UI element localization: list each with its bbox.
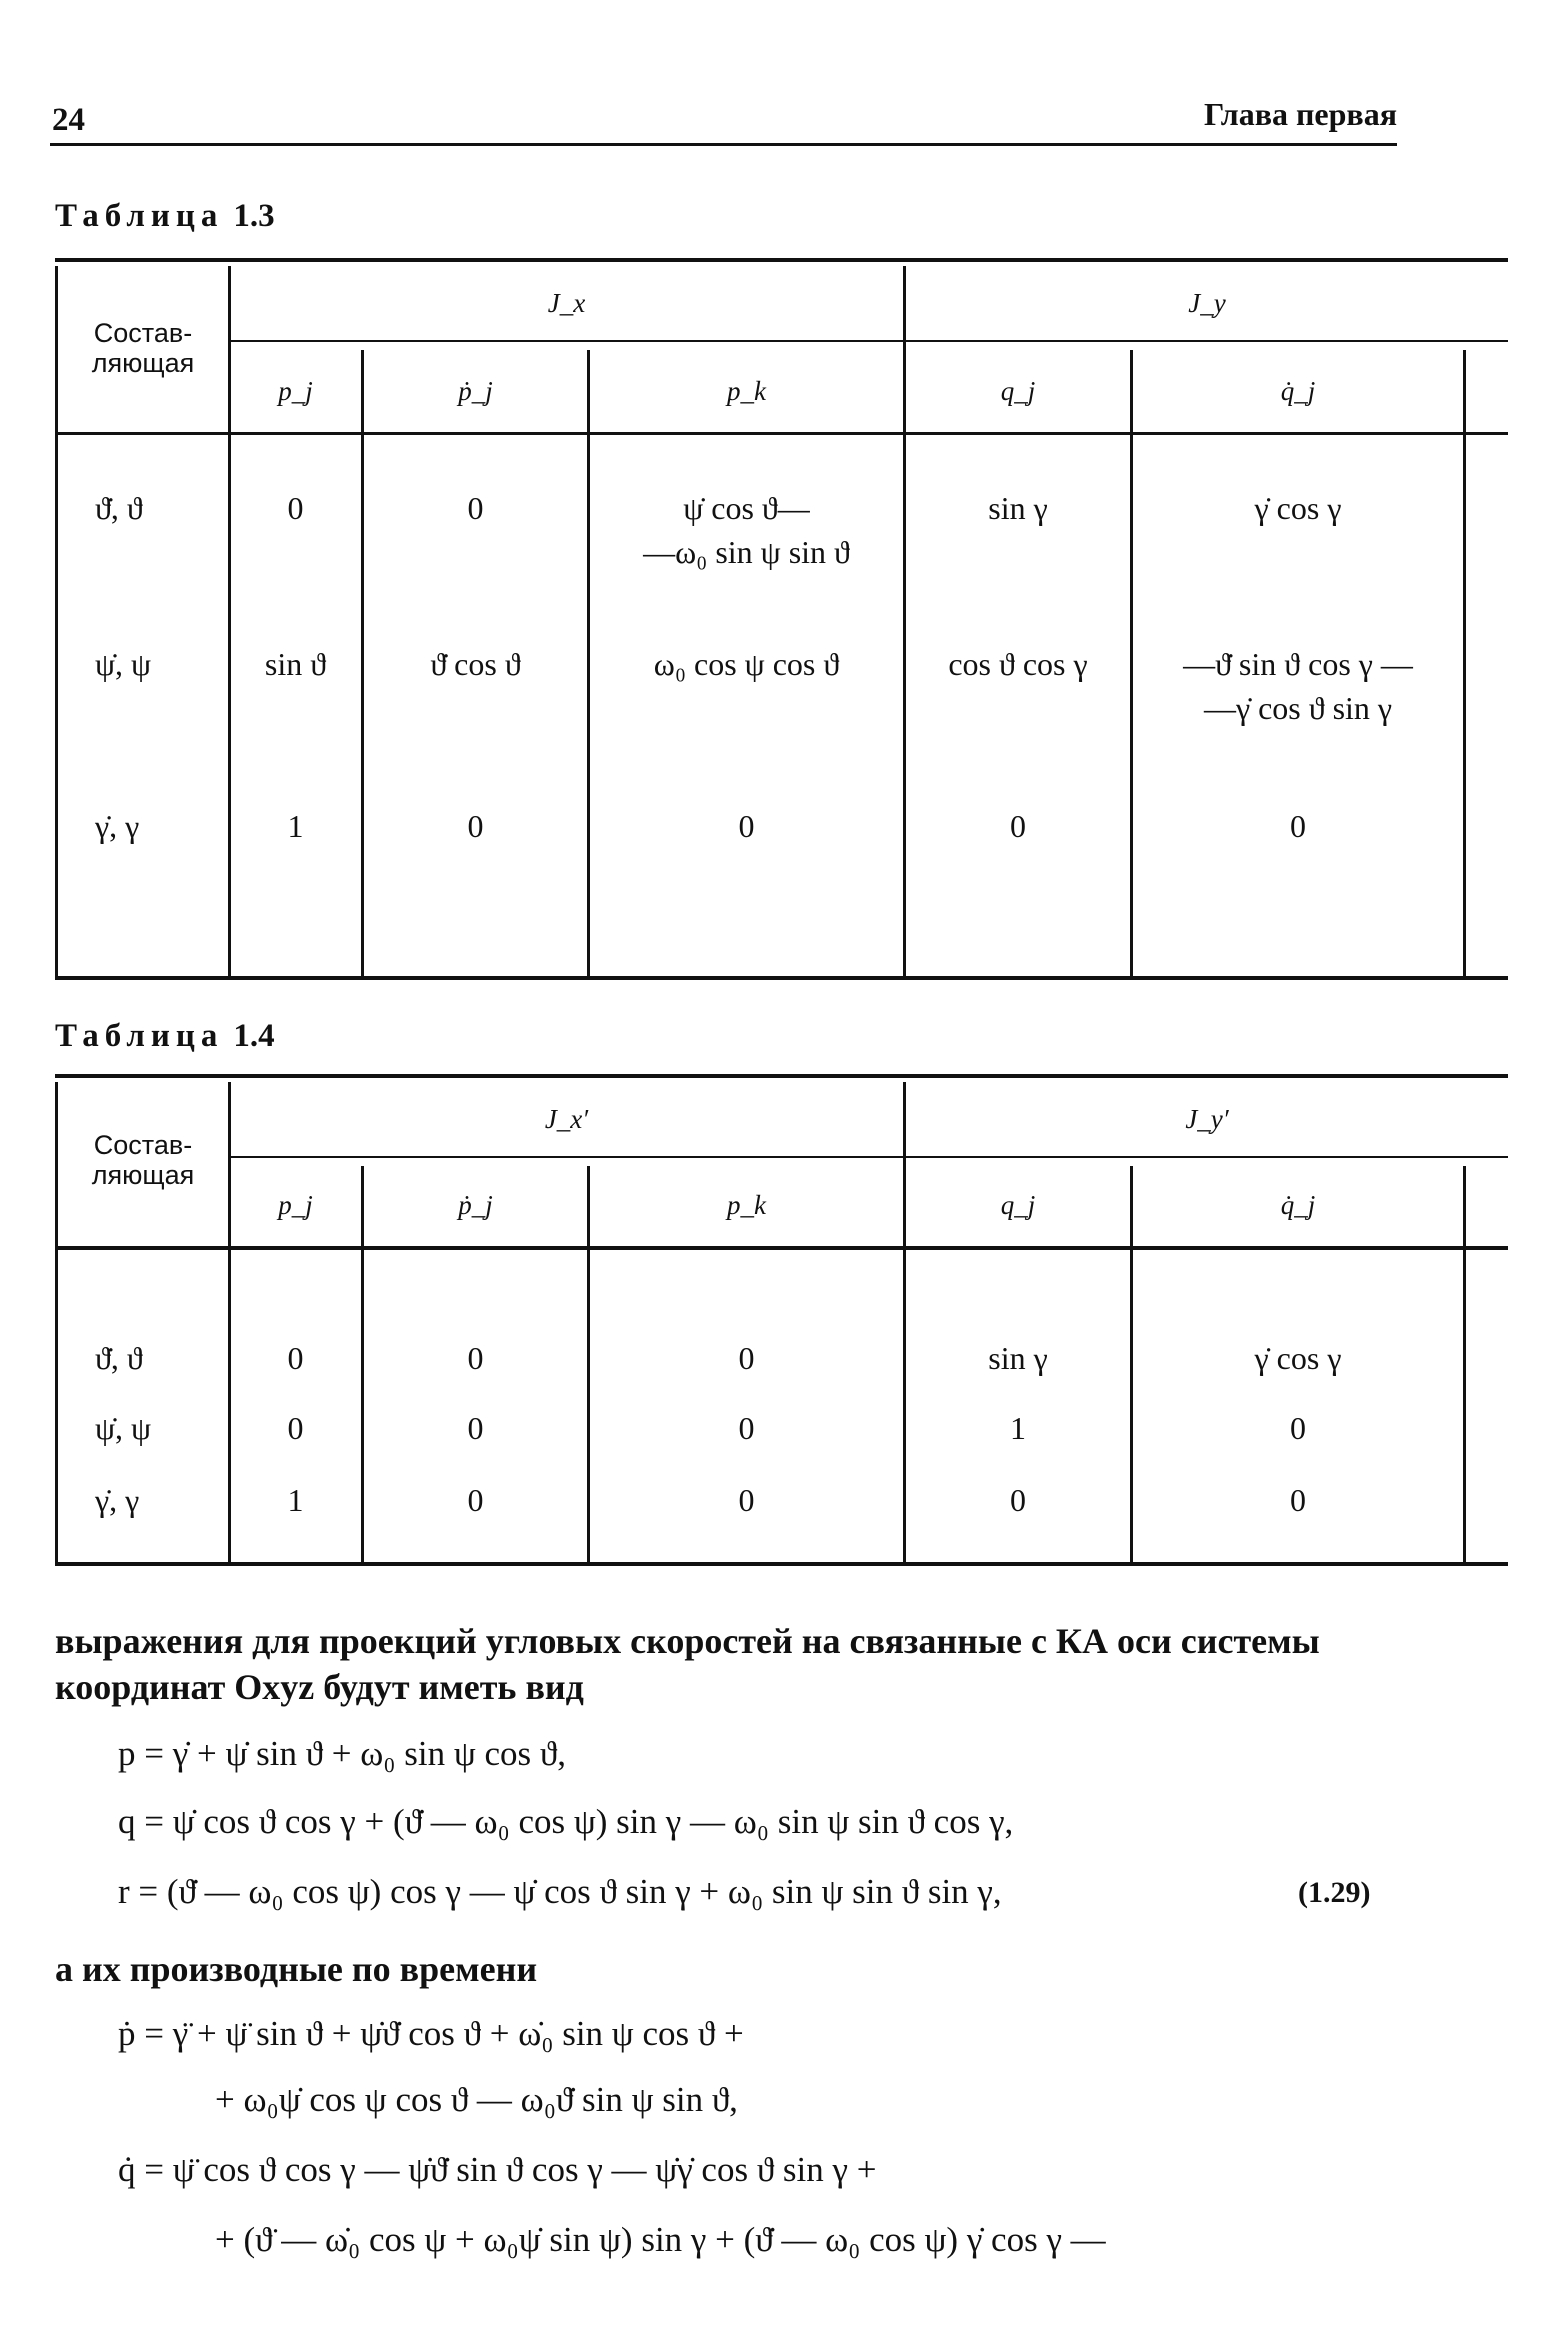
row-component: ϑ̇, ϑ bbox=[95, 1340, 143, 1376]
col-header: ṗ_j bbox=[458, 1190, 493, 1220]
table-top-rule bbox=[55, 1074, 1508, 1078]
column-divider bbox=[903, 266, 906, 976]
chapter-title: Глава первая bbox=[1203, 96, 1397, 132]
table-1-4-caption bbox=[55, 1018, 275, 1055]
equation-q: q = ψ̇ cos ϑ cos γ + (ϑ̇ — ω₀ cos ψ) sin γ — ω₀ sin ψ sin ϑ cos γ, bbox=[118, 1802, 1014, 1841]
table-cell: ω₀ cos ψ cos ϑ bbox=[653, 646, 840, 682]
table-cell: 0 bbox=[738, 1410, 755, 1446]
table-cell: 0 bbox=[467, 490, 484, 526]
col-header: p_k bbox=[727, 1190, 766, 1220]
page-number: 24 bbox=[52, 102, 85, 138]
col-header: q_j bbox=[1000, 1190, 1036, 1220]
table-cell: sin ϑ bbox=[264, 646, 327, 682]
table-cell: 0 bbox=[1290, 808, 1306, 844]
table-cell: sin γ bbox=[988, 490, 1048, 526]
table-top-rule bbox=[55, 258, 1508, 262]
table-cell: sin γ bbox=[988, 1340, 1048, 1376]
table-left-border bbox=[55, 1082, 58, 1562]
col-header: ṗ_j bbox=[458, 376, 493, 406]
table-bottom-rule bbox=[55, 1562, 1508, 1566]
caption-word: Таблица bbox=[55, 198, 224, 234]
group-rule bbox=[230, 340, 1508, 342]
group-header-jx: J_x bbox=[547, 288, 586, 318]
equation-qdot-line2: + (ϑ̈ — ω̇₀ cos ψ + ω₀ψ̇ sin ψ) sin γ + (ϑ̇ — ω₀ cos ψ) γ̇ cos γ — bbox=[215, 2220, 1106, 2259]
table-cell: 0 bbox=[1290, 1410, 1306, 1446]
col-header: q̇_j bbox=[1280, 1190, 1316, 1220]
col-header: p_j bbox=[278, 376, 313, 406]
derivatives-intro: а их производные по времени bbox=[55, 1949, 538, 1989]
table-cell: ϑ̇ cos ϑ bbox=[430, 646, 521, 682]
table-left-border bbox=[55, 266, 58, 976]
row-component: γ̇, γ bbox=[95, 808, 140, 844]
table-1-3 bbox=[55, 258, 1508, 980]
table-cell: 0 bbox=[287, 1410, 304, 1446]
table-cell: 0 bbox=[467, 1410, 484, 1446]
table-cell: 0 bbox=[1010, 808, 1026, 844]
group-rule bbox=[230, 1156, 1508, 1158]
table-1-3-caption bbox=[55, 198, 275, 235]
table-cell: 1 bbox=[287, 1482, 304, 1518]
col-header: p_k bbox=[727, 376, 766, 406]
table-cell: γ̇ cos γ bbox=[1254, 1340, 1342, 1376]
col-header: p_j bbox=[278, 1190, 313, 1220]
caption-word: Таблица bbox=[55, 1018, 224, 1054]
table-cell: 0 bbox=[1010, 1482, 1026, 1518]
table-1-4 bbox=[55, 1074, 1508, 1566]
table-cell: 0 bbox=[467, 1340, 484, 1376]
table-cell: 0 bbox=[738, 1482, 755, 1518]
table-cell: —ϑ̇ sin ϑ cos γ — —γ̇ cos ϑ sin γ bbox=[1183, 646, 1413, 726]
column-divider bbox=[1463, 350, 1466, 976]
table-cell: γ̇ cos γ bbox=[1254, 490, 1342, 526]
table-cell: 0 bbox=[1290, 1482, 1306, 1518]
table-bottom-rule bbox=[55, 976, 1508, 980]
group-header-jy: J_y bbox=[1188, 288, 1226, 318]
row-component: ϑ̇, ϑ bbox=[95, 490, 143, 526]
component-header: Состав- ляющая bbox=[91, 318, 195, 378]
column-divider bbox=[1463, 1166, 1466, 1562]
table-cell: ψ̇ cos ϑ— —ω₀ sin ψ sin ϑ bbox=[643, 490, 850, 570]
caption-number: 1.3 bbox=[233, 198, 275, 234]
table-cell: 1 bbox=[287, 808, 304, 844]
table-cell: cos ϑ cos γ bbox=[948, 646, 1088, 682]
row-component: γ̇, γ bbox=[95, 1482, 140, 1518]
column-divider bbox=[228, 266, 231, 976]
table-cell: 0 bbox=[738, 1340, 755, 1376]
table-cell: 0 bbox=[287, 490, 304, 526]
equation-p: p = γ̇ + ψ̇ sin ϑ + ω₀ sin ψ cos ϑ, bbox=[118, 1734, 566, 1773]
header-bottom-rule bbox=[55, 432, 1508, 435]
equation-pdot-line1: ṗ = γ̈ + ψ̈ sin ϑ + ψ̇ϑ̇ cos ϑ + ω̇₀ sin ψ cos ϑ + bbox=[118, 2014, 744, 2053]
col-header: q_j bbox=[1000, 376, 1036, 406]
component-header: Состав- ляющая bbox=[91, 1130, 195, 1190]
group-header-jx-prime: J_x′ bbox=[544, 1104, 589, 1134]
col-header: q̇_j bbox=[1280, 376, 1316, 406]
table-cell: 0 bbox=[738, 808, 755, 844]
row-component: ψ̇, ψ bbox=[95, 646, 152, 682]
table-cell: 0 bbox=[467, 1482, 484, 1518]
equation-pdot-line2: + ω₀ψ̇ cos ψ cos ϑ — ω₀ϑ̇ sin ψ sin ϑ, bbox=[215, 2080, 738, 2119]
intro-paragraph: выражения для проекций угловых скоростей на связанные с КА оси системы координат Oxyz будут иметь вид bbox=[55, 1621, 1320, 1707]
equation-qdot-line1: q̇ = ψ̈ cos ϑ cos γ — ψ̇ϑ̇ sin ϑ cos γ — ψ̇γ̇ cos ϑ sin γ + bbox=[118, 2150, 877, 2189]
caption-number: 1.4 bbox=[233, 1018, 275, 1054]
table-cell: 0 bbox=[467, 808, 484, 844]
equation-number: (1.29) bbox=[1298, 1876, 1371, 1909]
table-cell: 1 bbox=[1010, 1410, 1026, 1446]
header-bottom-rule bbox=[55, 1246, 1508, 1250]
group-header-jy-prime: J_y′ bbox=[1185, 1104, 1229, 1134]
row-component: ψ̇, ψ bbox=[95, 1410, 152, 1446]
table-cell: 0 bbox=[287, 1340, 304, 1376]
equation-r: r = (ϑ̇ — ω₀ cos ψ) cos γ — ψ̇ cos ϑ sin γ + ω₀ sin ψ sin ϑ sin γ, bbox=[118, 1872, 1002, 1911]
header-rule bbox=[50, 143, 1397, 146]
